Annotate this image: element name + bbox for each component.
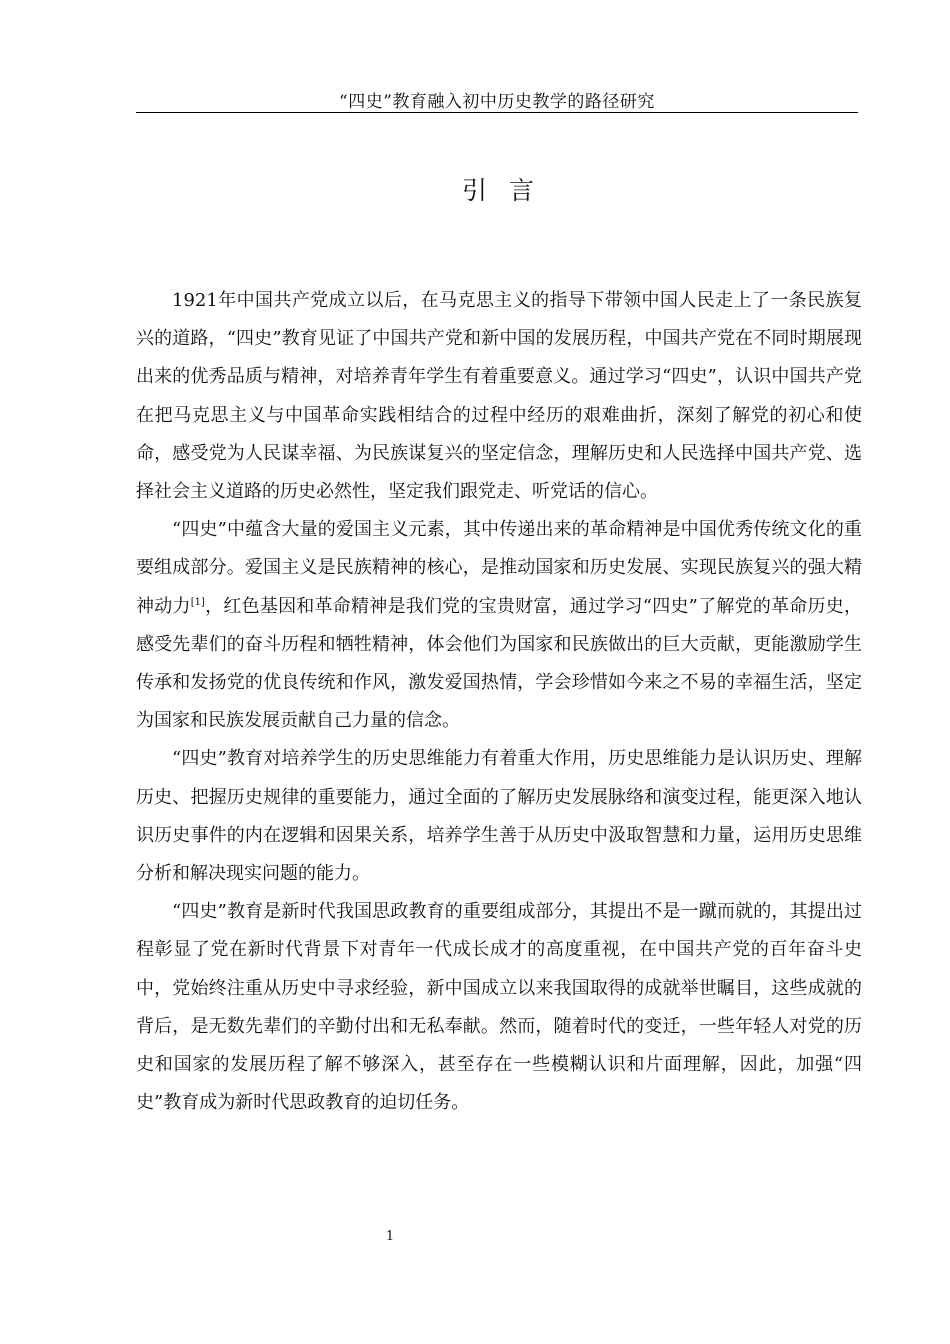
header-rule [136,112,858,113]
citation-marker: [1] [190,596,205,608]
chapter-title: 引言 [461,176,556,205]
paragraph-2 [136,511,862,740]
running-header: “四史”教育融入初中历史教学的路径研究 [339,92,655,112]
paragraph-1: 1921年中国共产党成立以后，在马克思主义的指导下带领中国人民走上了一条民族复兴的道路，“四史”教育见证了中国共产党和新中国的发展历程，中国共产党在不同时期展现出来的优秀品质与精神，对培养青年学生有着重要意义。通过学习“四史”，认识中国共产党在把马克思主义与中国革命实践相结合的过程中经历的艰难曲折，深刻了解党的初心和使命，感受党为人民谋幸福、为民族谋复兴的坚定信念，理解历史和人民选择中国共产党、选择社会主义道路的历史必然性，坚定我们跟党走、听党话的信心。 [136,290,862,503]
paragraph-2-text-b: ，红色基因和革命精神是我们党的宝贵财富，通过学习“四史”了解党的革命历史，感受先辈们的奋斗历程和牺牲精神，体会他们为国家和民族做出的巨大贡献，更能激励学生传承和发扬党的优良传统和作风，激发爱国热情，学会珍惜如今来之不易的幸福生活，坚定为国家和民族发展贡献自己力量的信念。 [136,595,863,732]
paragraph-3: “四史”教育对培养学生的历史思维能力有着重大作用，历史思维能力是认识历史、理解历史、把握历史规律的重要能力，通过全面的了解历史发展脉络和演变过程，能更深入地认识历史事件的内在逻辑和因果关系，培养学生善于从历史中汲取智慧和力量，运用历史思维分析和解决现实问题的能力。 [136,748,862,885]
page-number: 1 [385,1229,395,1244]
paragraph-4: “四史”教育是新时代我国思政教育的重要组成部分，其提出不是一蹴而就的，其提出过程彰显了党在新时代背景下对青年一代成长成才的高度重视，在中国共产党的百年奋斗史中，党始终注重从历史中寻求经验，新中国成立以来我国取得的成就举世瞩目，这些成就的背后，是无数先辈们的辛勤付出和无私奉献。然而，随着时代的变迁，一些年轻人对党的历史和国家的发展历程了解不够深入，甚至存在一些模糊认识和片面理解，因此，加强“四史”教育成为新时代思政教育的迫切任务。 [136,901,862,1114]
body-text [136,282,862,1122]
paragraph-2-text-a: “四史”中蕴含大量的爱国主义元素，其中传递出来的革命精神是中国优秀传统文化的重要组成部分。爱国主义是民族精神的核心，是推动国家和历史发展、实现民族复兴的强大精神动力 [136,519,862,617]
